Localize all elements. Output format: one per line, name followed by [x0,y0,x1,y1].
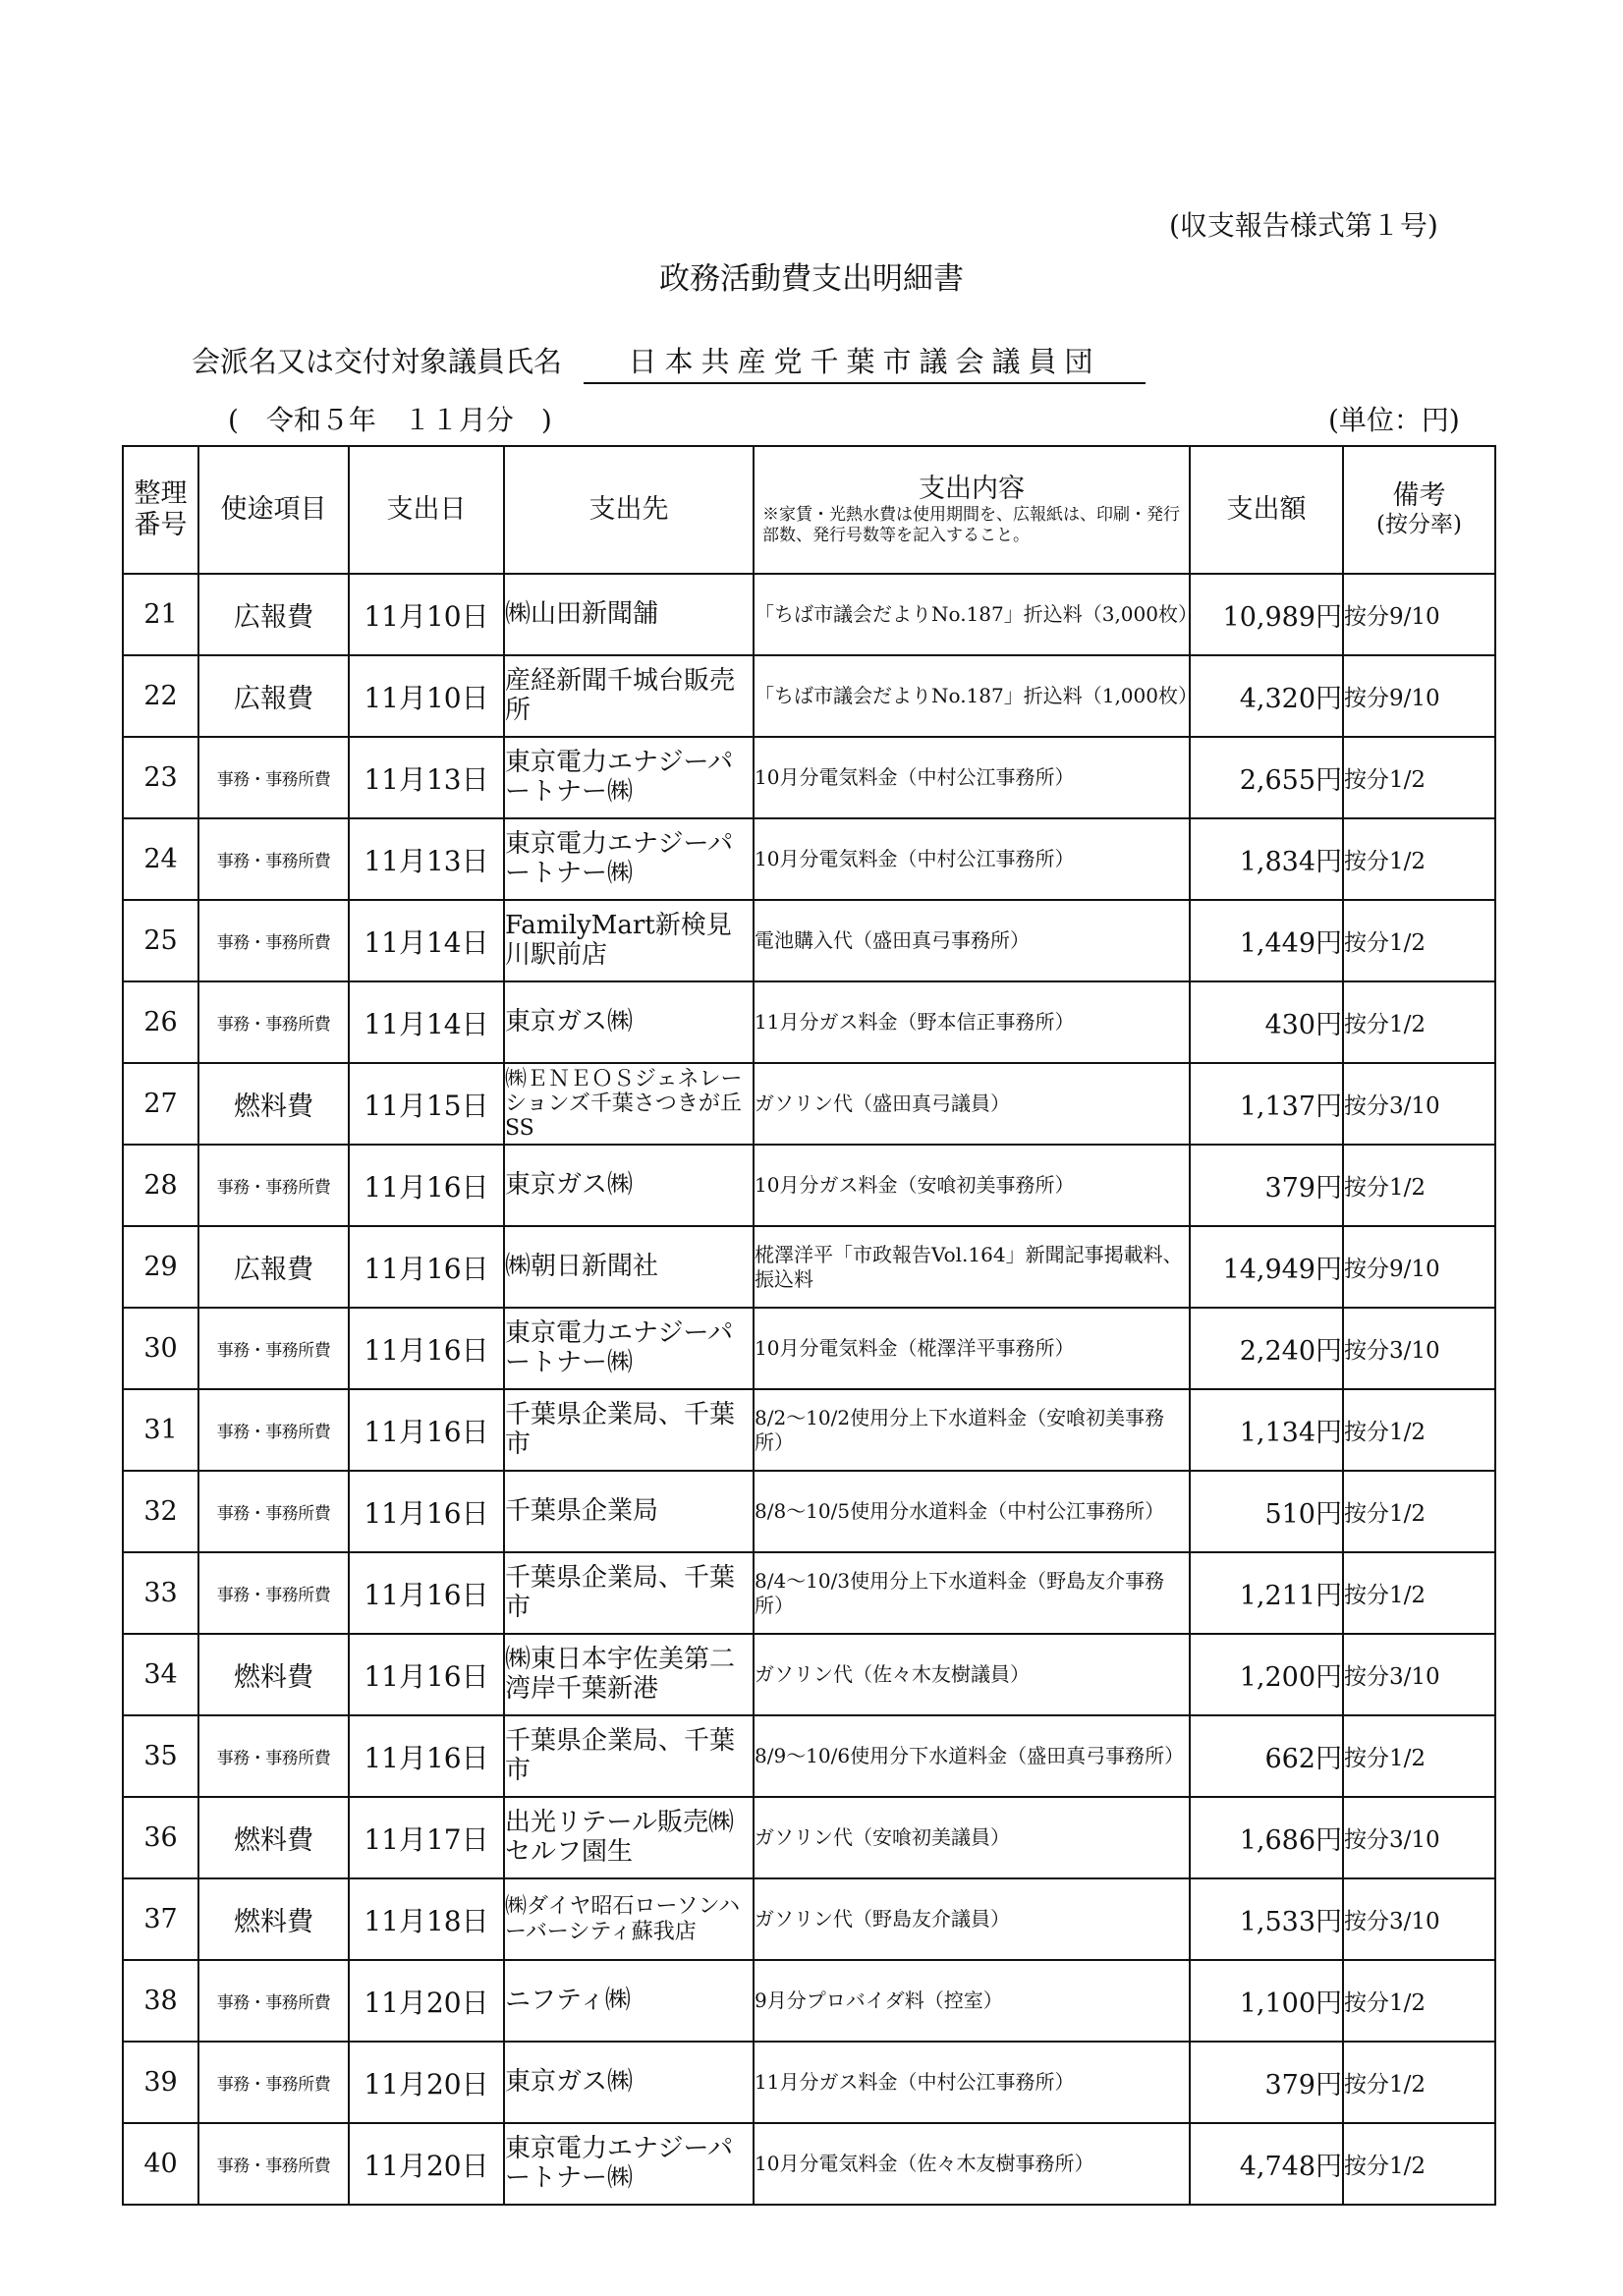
row-content: 10月分ガス料金（安喰初美事務所） [754,1145,1190,1226]
row-date: 11月10日 [349,655,504,737]
row-category: 事務・事務所費 [198,1552,349,1634]
row-category: 広報費 [198,1226,349,1308]
row-payee: ㈱ダイヤ昭石ローソンハーバーシティ蘇我店 [504,1878,754,1960]
row-date: 11月16日 [349,1145,504,1226]
row-date: 11月10日 [349,574,504,655]
row-payee: ニフティ㈱ [504,1960,754,2042]
group-row [192,340,1146,384]
table-row [123,1634,1495,1715]
row-number: 28 [123,1145,198,1226]
table-row [123,1797,1495,1878]
row-content: 8/9～10/6使用分下水道料金（盛田真弓事務所） [754,1715,1190,1797]
row-payee: ㈱ＥＮＥＯＳジェネレーションズ千葉さつきが丘SS [504,1063,754,1145]
row-payee: 出光リテール販売㈱セルフ園生 [504,1797,754,1878]
header-remarks [1343,446,1495,574]
row-amount: 379円 [1190,2042,1343,2123]
row-date: 11月13日 [349,737,504,818]
row-category: 事務・事務所費 [198,1145,349,1226]
row-category: 事務・事務所費 [198,1471,349,1552]
header-amount: 支出額 [1190,446,1343,574]
table-row [123,1226,1495,1308]
row-content: ガソリン代（盛田真弓議員） [754,1063,1190,1145]
page-title: 政務活動費支出明細書 [659,261,964,297]
row-number: 35 [123,1715,198,1797]
row-date: 11月16日 [349,1634,504,1715]
row-content: 「ちば市議会だよりNo.187」折込料（3,000枚） [754,574,1190,655]
row-date: 11月20日 [349,2123,504,2205]
table-row [123,1308,1495,1389]
row-number: 38 [123,1960,198,2042]
row-content: 11月分ガス料金（中村公江事務所） [754,2042,1190,2123]
unit-label: (単位：円) [1328,404,1460,436]
row-amount: 14,949円 [1190,1226,1343,1308]
row-date: 11月20日 [349,1960,504,2042]
row-number: 36 [123,1797,198,1878]
row-category: 事務・事務所費 [198,737,349,818]
row-date: 11月16日 [349,1715,504,1797]
row-number: 40 [123,2123,198,2205]
row-rate: 按分1/2 [1343,1960,1495,2042]
row-number: 30 [123,1308,198,1389]
header-category: 使途項目 [198,446,349,574]
row-date: 11月13日 [349,818,504,900]
row-content: 9月分プロバイダ料（控室） [754,1960,1190,2042]
row-amount: 1,211円 [1190,1552,1343,1634]
row-number: 29 [123,1226,198,1308]
table-row [123,1063,1495,1145]
row-amount: 662円 [1190,1715,1343,1797]
row-category: 事務・事務所費 [198,1960,349,2042]
row-date: 11月15日 [349,1063,504,1145]
row-amount: 1,134円 [1190,1389,1343,1471]
row-payee: 産経新聞千城台販売所 [504,655,754,737]
row-rate: 按分1/2 [1343,981,1495,1063]
row-content: 10月分電気料金（中村公江事務所） [754,737,1190,818]
row-content: 10月分電気料金（椛澤洋平事務所） [754,1308,1190,1389]
row-amount: 1,137円 [1190,1063,1343,1145]
row-number: 31 [123,1389,198,1471]
row-amount: 1,100円 [1190,1960,1343,2042]
row-rate: 按分3/10 [1343,1878,1495,1960]
table-header-row [123,446,1495,574]
row-amount: 379円 [1190,1145,1343,1226]
row-content: ガソリン代（安喰初美議員） [754,1797,1190,1878]
row-number: 24 [123,818,198,900]
row-rate: 按分1/2 [1343,737,1495,818]
table-row [123,818,1495,900]
row-amount: 430円 [1190,981,1343,1063]
table-row [123,1145,1495,1226]
row-payee: ㈱山田新聞舗 [504,574,754,655]
table-row [123,900,1495,981]
table-row [123,1878,1495,1960]
row-content: 10月分電気料金（中村公江事務所） [754,818,1190,900]
row-category: 広報費 [198,655,349,737]
header-content-label: 支出内容 [919,473,1025,504]
row-number: 26 [123,981,198,1063]
table-row [123,1471,1495,1552]
row-amount: 1,449円 [1190,900,1343,981]
row-category: 事務・事務所費 [198,2042,349,2123]
table-row [123,2042,1495,2123]
row-rate: 按分1/2 [1343,1715,1495,1797]
row-payee: ㈱東日本宇佐美第二湾岸千葉新港 [504,1634,754,1715]
row-rate: 按分9/10 [1343,1226,1495,1308]
row-rate: 按分9/10 [1343,574,1495,655]
row-payee: 東京電力エナジーパートナー㈱ [504,818,754,900]
period: ( 令和５年 １１月分 ) [228,404,552,436]
row-number: 25 [123,900,198,981]
row-payee: 千葉県企業局、千葉市 [504,1715,754,1797]
table-row [123,737,1495,818]
row-number: 32 [123,1471,198,1552]
row-content: 電池購入代（盛田真弓事務所） [754,900,1190,981]
row-number: 39 [123,2042,198,2123]
group-label: 会派名又は交付対象議員氏名 [192,345,563,378]
row-number: 27 [123,1063,198,1145]
header-content [754,446,1190,574]
row-payee: 東京ガス㈱ [504,1145,754,1226]
row-amount: 1,834円 [1190,818,1343,900]
header-content-note: ※家賃・光熱水費は使用期間を、広報紙は、印刷・発行部数、発行号数等を記入すること。 [762,504,1180,546]
row-number: 22 [123,655,198,737]
row-number: 37 [123,1878,198,1960]
table-row [123,981,1495,1063]
row-number: 23 [123,737,198,818]
table-row [123,1552,1495,1634]
row-date: 11月14日 [349,981,504,1063]
row-amount: 1,686円 [1190,1797,1343,1878]
row-category: 燃料費 [198,1063,349,1145]
row-amount: 2,240円 [1190,1308,1343,1389]
row-payee: 東京ガス㈱ [504,981,754,1063]
row-amount: 1,533円 [1190,1878,1343,1960]
row-date: 11月16日 [349,1226,504,1308]
row-date: 11月17日 [349,1797,504,1878]
header-remarks-sub: (按分率) [1376,512,1462,538]
row-content: 「ちば市議会だよりNo.187」折込料（1,000枚） [754,655,1190,737]
row-category: 事務・事務所費 [198,1308,349,1389]
row-category: 事務・事務所費 [198,900,349,981]
row-date: 11月20日 [349,2042,504,2123]
row-content: 8/8～10/5使用分水道料金（中村公江事務所） [754,1471,1190,1552]
row-amount: 2,655円 [1190,737,1343,818]
row-content: ガソリン代（野島友介議員） [754,1878,1190,1960]
row-rate: 按分3/10 [1343,1634,1495,1715]
row-payee: 東京電力エナジーパートナー㈱ [504,737,754,818]
row-payee: FamilyMart新検見川駅前店 [504,900,754,981]
table-row [123,2123,1495,2205]
row-number: 33 [123,1552,198,1634]
row-category: 広報費 [198,574,349,655]
row-rate: 按分1/2 [1343,818,1495,900]
row-payee: 東京電力エナジーパートナー㈱ [504,1308,754,1389]
row-rate: 按分1/2 [1343,1471,1495,1552]
row-rate: 按分1/2 [1343,1552,1495,1634]
row-payee: 東京ガス㈱ [504,2042,754,2123]
row-payee: 千葉県企業局、千葉市 [504,1389,754,1471]
header-remarks-label: 備考 [1392,480,1446,511]
row-date: 11月16日 [349,1308,504,1389]
row-rate: 按分1/2 [1343,2123,1495,2205]
row-payee: 千葉県企業局、千葉市 [504,1552,754,1634]
row-category: 事務・事務所費 [198,818,349,900]
row-content: 椛澤洋平「市政報告Vol.164」新聞記事掲載料、振込料 [754,1226,1190,1308]
row-rate: 按分1/2 [1343,1389,1495,1471]
row-date: 11月16日 [349,1389,504,1471]
row-amount: 4,748円 [1190,2123,1343,2205]
row-number: 34 [123,1634,198,1715]
row-date: 11月16日 [349,1471,504,1552]
row-category: 事務・事務所費 [198,1389,349,1471]
group-name: 日本共産党千葉市議会議員団 [584,340,1146,384]
header-date: 支出日 [349,446,504,574]
expense-table [122,445,1496,2206]
table-row [123,1389,1495,1471]
row-category: 事務・事務所費 [198,1715,349,1797]
row-date: 11月18日 [349,1878,504,1960]
row-category: 燃料費 [198,1634,349,1715]
table-row [123,1715,1495,1797]
row-date: 11月16日 [349,1552,504,1634]
row-number: 21 [123,574,198,655]
header-payee: 支出先 [504,446,754,574]
table-row [123,655,1495,737]
row-amount: 10,989円 [1190,574,1343,655]
row-rate: 按分1/2 [1343,900,1495,981]
row-content: 10月分電気料金（佐々木友樹事務所） [754,2123,1190,2205]
row-payee: ㈱朝日新聞社 [504,1226,754,1308]
row-category: 事務・事務所費 [198,2123,349,2205]
row-date: 11月14日 [349,900,504,981]
row-rate: 按分3/10 [1343,1063,1495,1145]
table-row [123,574,1495,655]
row-payee: 千葉県企業局 [504,1471,754,1552]
row-rate: 按分3/10 [1343,1308,1495,1389]
table-row [123,1960,1495,2042]
row-content: 11月分ガス料金（野本信正事務所） [754,981,1190,1063]
row-amount: 1,200円 [1190,1634,1343,1715]
row-rate: 按分1/2 [1343,1145,1495,1226]
form-number: (収支報告様式第１号) [1169,209,1438,242]
row-category: 事務・事務所費 [198,981,349,1063]
row-content: ガソリン代（佐々木友樹議員） [754,1634,1190,1715]
row-category: 燃料費 [198,1878,349,1960]
row-amount: 4,320円 [1190,655,1343,737]
row-amount: 510円 [1190,1471,1343,1552]
row-rate: 按分3/10 [1343,1797,1495,1878]
row-content: 8/4～10/3使用分上下水道料金（野島友介事務所） [754,1552,1190,1634]
row-content: 8/2～10/2使用分上下水道料金（安喰初美事務所） [754,1389,1190,1471]
header-no: 整理番号 [123,446,198,574]
row-category: 燃料費 [198,1797,349,1878]
row-payee: 東京電力エナジーパートナー㈱ [504,2123,754,2205]
row-rate: 按分9/10 [1343,655,1495,737]
row-rate: 按分1/2 [1343,2042,1495,2123]
